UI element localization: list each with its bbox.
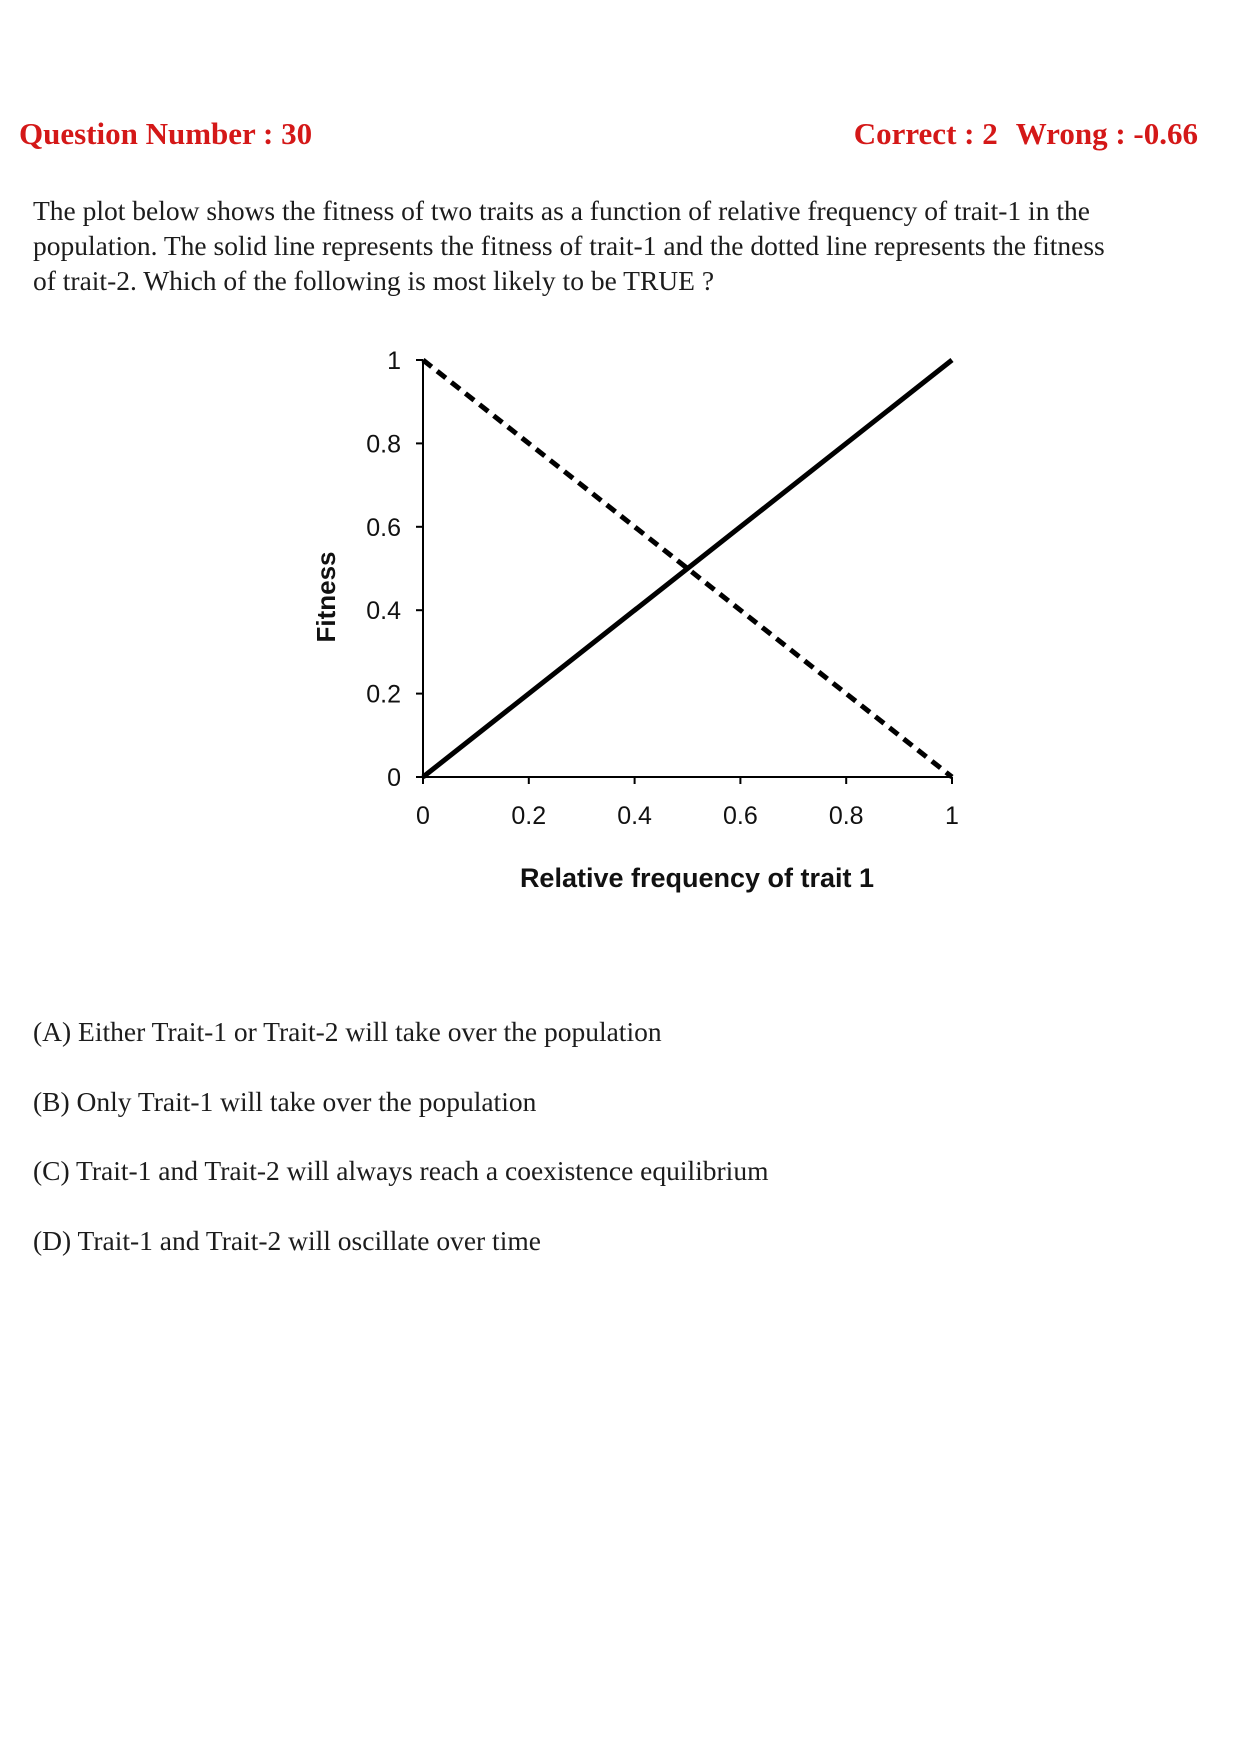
question-line: population. The solid line represents the fitness of trait-1 and the dotted line represents the fitness xyxy=(33,230,1105,261)
question-line: of trait-2. Which of the following is most likely to be TRUE ? xyxy=(33,265,715,296)
x-tick-label: 0.6 xyxy=(723,802,758,830)
x-axis-label: Relative frequency of trait 1 xyxy=(519,863,875,893)
y-tick-label: 0.4 xyxy=(366,597,401,626)
x-tick-label: 0.2 xyxy=(511,802,547,830)
option-b[interactable]: (B) Only Trait-1 will take over the population xyxy=(33,1086,537,1117)
option-c[interactable]: (C) Trait-1 and Trait-2 will always reach a coexistence equilibrium xyxy=(33,1155,769,1186)
x-tick-label: 0 xyxy=(416,802,430,830)
marks-info xyxy=(854,114,1198,154)
option-a[interactable]: (A) Either Trait-1 or Trait-2 will take over the population xyxy=(33,1016,662,1047)
y-tick-label: 0.8 xyxy=(366,430,401,459)
x-tick-label: 0.8 xyxy=(828,802,864,830)
y-axis-label: Fitness xyxy=(311,551,341,643)
x-tick-label: 1 xyxy=(945,802,959,830)
wrong-marks: Wrong : -0.66 xyxy=(1015,116,1198,151)
y-tick-label: 0 xyxy=(387,764,401,792)
fitness-chart xyxy=(290,330,990,930)
x-tick-label: 0.4 xyxy=(617,802,652,830)
y-tick-label: 0.6 xyxy=(366,513,401,542)
trait-1-fitness-line xyxy=(423,360,952,777)
y-tick-label: 1 xyxy=(387,347,401,375)
correct-marks: Correct : 2 xyxy=(853,116,998,151)
y-tick-label: 0.2 xyxy=(366,680,401,709)
question-text xyxy=(33,193,1218,298)
question-line: The plot below shows the fitness of two traits as a function of relative frequency of trait-1 in the xyxy=(33,195,1090,226)
option-d[interactable]: (D) Trait-1 and Trait-2 will oscillate over time xyxy=(33,1225,541,1256)
question-number: Question Number : 30 xyxy=(19,116,313,151)
